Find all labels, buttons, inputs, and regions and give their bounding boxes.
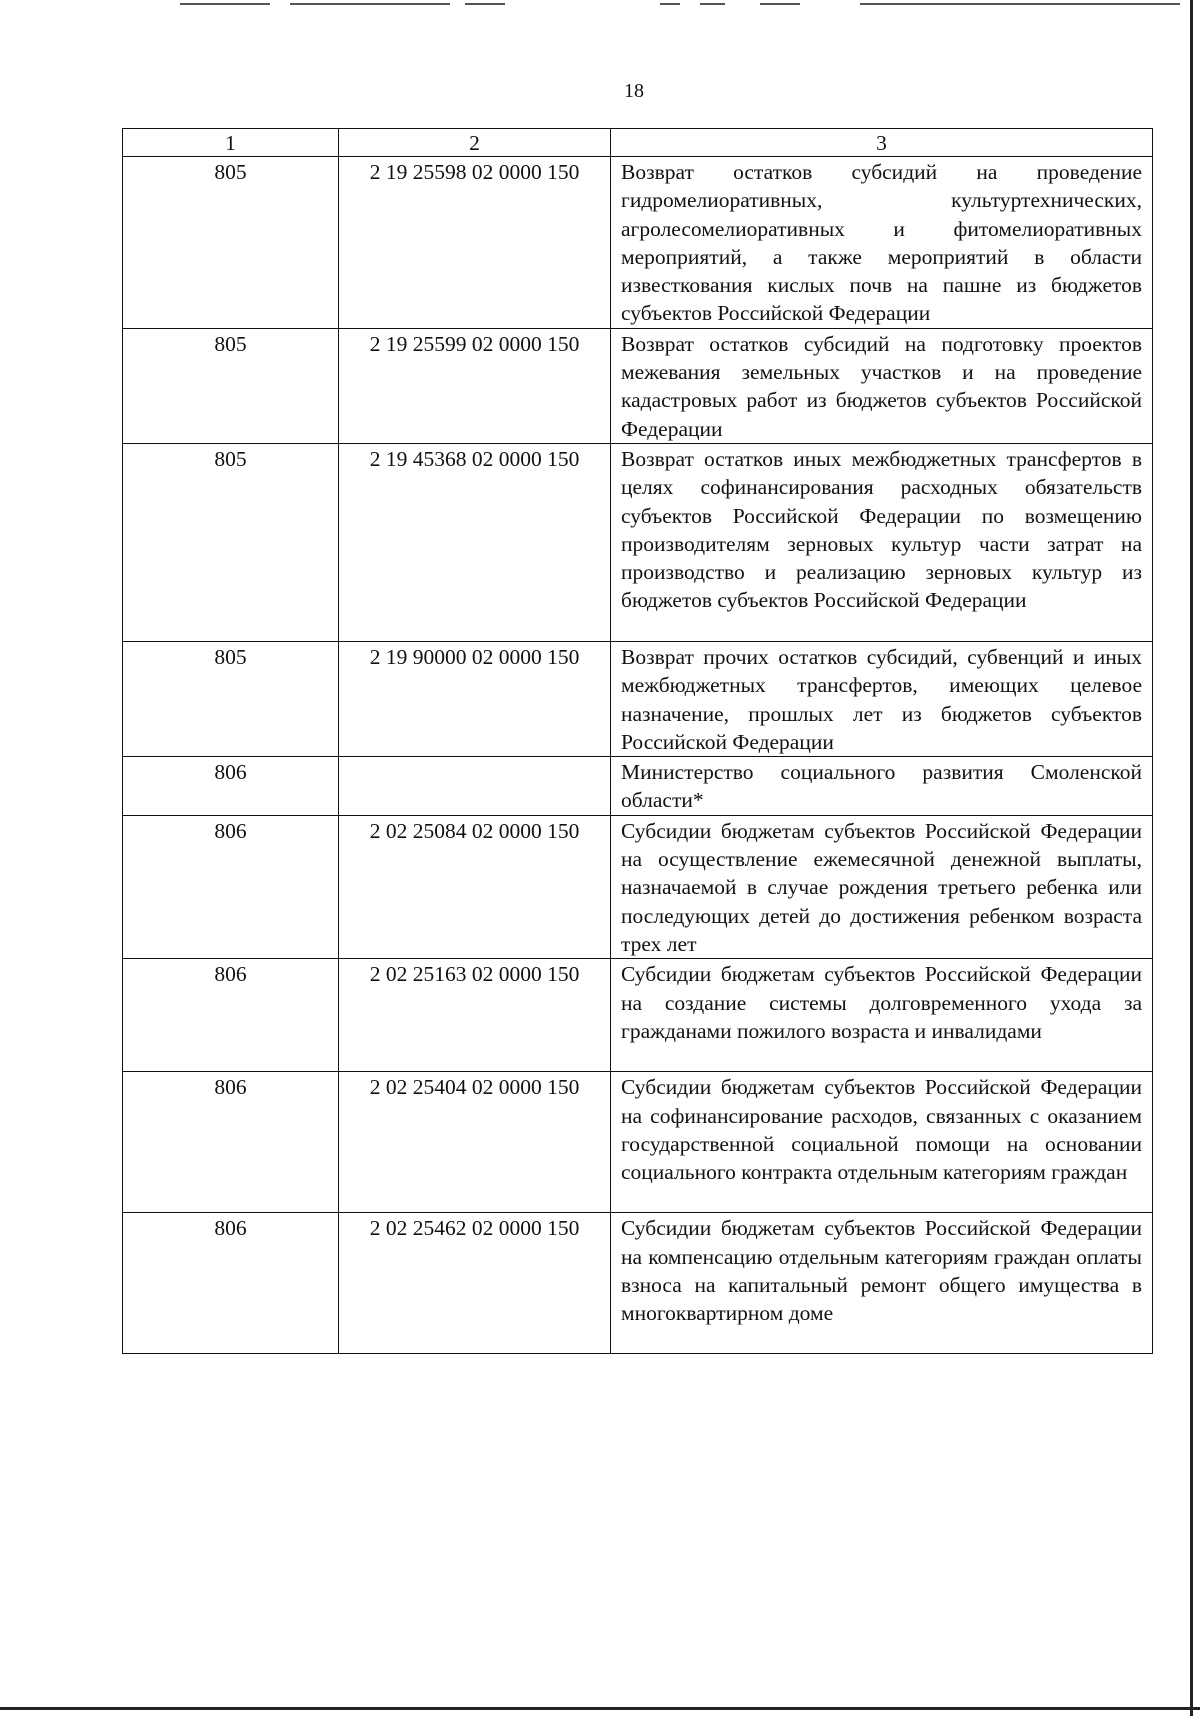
column-header-2: 2 — [339, 129, 611, 157]
income-name-cell: Субсидии бюджетам субъектов Российской Федерации на создание системы долговременного ухода за гражданами пожилого возраста и инвалидами — [611, 959, 1153, 1072]
column-header-3: 3 — [611, 129, 1153, 157]
scan-top-artifact — [180, 0, 1180, 8]
page-number: 18 — [624, 80, 644, 102]
income-name-cell: Субсидии бюджетам субъектов Российской Федерации на компенсацию отдельным категориям граждан оплаты взноса на капитальный ремонт общего имущества в многоквартирном доме — [611, 1213, 1153, 1354]
table-row — [123, 328, 1153, 443]
scan-edge-right — [1190, 0, 1193, 1716]
budget-code-cell: 2 02 25404 02 0000 150 — [339, 1072, 611, 1213]
income-name-cell: Возврат остатков субсидий на подготовку проектов межевания земельных участков и на проведение кадастровых работ из бюджетов субъектов Российской Федерации — [611, 328, 1153, 443]
income-name-cell: Возврат остатков иных межбюджетных трансфертов в целях софинансирования расходных обязательств субъектов Российской Федерации по возмещению производителям зерновых культур части затрат на производство и реализацию зерновых культур из бюджетов субъектов Российской Федерации — [611, 443, 1153, 641]
admin-code-cell: 806 — [123, 1213, 339, 1354]
budget-code-cell: 2 19 45368 02 0000 150 — [339, 443, 611, 641]
table-row — [123, 443, 1153, 641]
table-row — [123, 1072, 1153, 1213]
table-row — [123, 641, 1153, 756]
column-header-1: 1 — [123, 129, 339, 157]
budget-code-cell — [339, 757, 611, 816]
income-name-cell: Субсидии бюджетам субъектов Российской Федерации на осуществление ежемесячной денежной выплаты, назначаемой в случае рождения третьего ребенка или последующих детей до достижения ребенком возраста трех лет — [611, 815, 1153, 958]
table-header-row — [123, 129, 1153, 157]
admin-code-cell: 806 — [123, 1072, 339, 1213]
income-name-cell: Министерство социального развития Смоленской области* — [611, 757, 1153, 816]
admin-code-cell: 805 — [123, 443, 339, 641]
table-row — [123, 959, 1153, 1072]
admin-code-cell: 805 — [123, 157, 339, 329]
table-row — [123, 815, 1153, 958]
admin-code-cell: 806 — [123, 757, 339, 816]
income-name-cell: Возврат остатков субсидий на проведение гидромелиоративных, культуртехнических, агролесомелиоративных и фитомелиоративных мероприятий, а также мероприятий в области известкования кислых почв на пашне из бюджетов субъектов Российской Федерации — [611, 157, 1153, 329]
income-name-cell: Субсидии бюджетам субъектов Российской Федерации на софинансирование расходов, связанных с оказанием государственной социальной помощи на основании социального контракта отдельным категориям граждан — [611, 1072, 1153, 1213]
budget-code-cell: 2 02 25163 02 0000 150 — [339, 959, 611, 1072]
budget-code-cell: 2 02 25462 02 0000 150 — [339, 1213, 611, 1354]
table-row — [123, 1213, 1153, 1354]
budget-code-cell: 2 19 25598 02 0000 150 — [339, 157, 611, 329]
income-name-cell: Возврат прочих остатков субсидий, субвенций и иных межбюджетных трансфертов, имеющих целевое назначение, прошлых лет из бюджетов субъектов Российской Федерации — [611, 641, 1153, 756]
admin-code-cell: 806 — [123, 815, 339, 958]
table-row — [123, 757, 1153, 816]
budget-code-cell: 2 19 25599 02 0000 150 — [339, 328, 611, 443]
budget-classification-table — [122, 128, 1153, 1354]
admin-code-cell: 806 — [123, 959, 339, 1072]
budget-code-cell: 2 19 90000 02 0000 150 — [339, 641, 611, 756]
admin-code-cell: 805 — [123, 641, 339, 756]
table-row — [123, 157, 1153, 329]
scan-edge-bottom — [0, 1707, 1200, 1710]
budget-code-cell: 2 02 25084 02 0000 150 — [339, 815, 611, 958]
admin-code-cell: 805 — [123, 328, 339, 443]
